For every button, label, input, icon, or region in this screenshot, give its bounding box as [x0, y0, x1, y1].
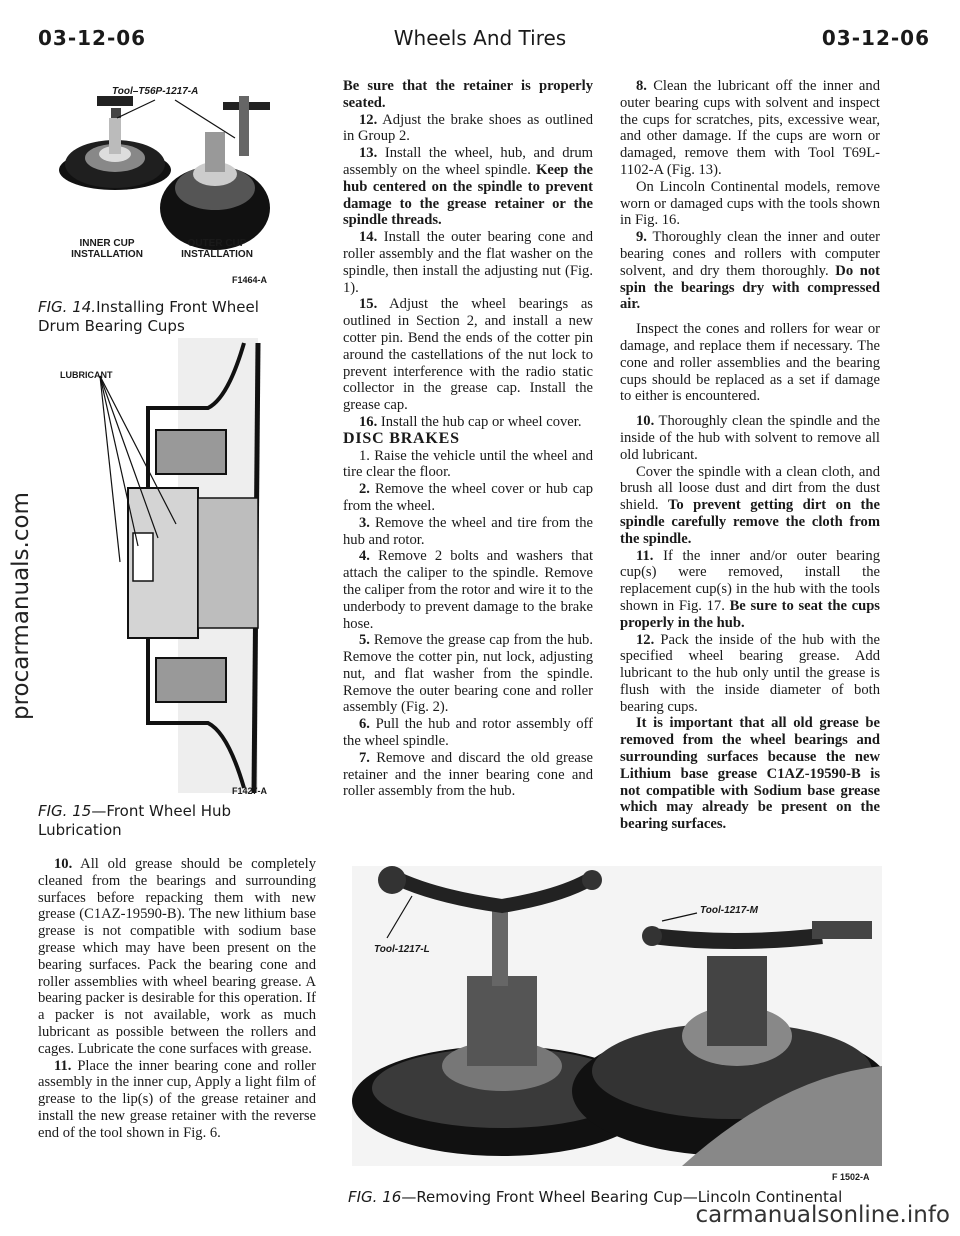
disc-step-7-text: Remove and discard the old grease retainer and the inner bearing cone and roller assembly from the hub. [343, 749, 593, 800]
cover-spindle-paragraph [620, 464, 880, 548]
step-11-text: Place the inner bearing cone and roller assembly in the inner cup, Apply a light film of grease to the lip(s) of the grease retainer and install the new grease retainer with the reverse end of the tool shown in Fig. 6. [38, 1057, 316, 1141]
disc-step-2-number: 2. [359, 481, 370, 498]
disc-step-5-paragraph [343, 632, 593, 716]
step-13-text: Install the wheel, hub, and drum assembly on the wheel spindle. [343, 145, 593, 178]
retainer-note: Be sure that the retainer is properly seated. [343, 78, 593, 111]
step-12-number: 12. [359, 111, 378, 128]
disc-step-5-text: Remove the grease cap from the hub. Remove the cotter pin, nut lock, adjusting nut, and flat washer from the spindle. Remove the outer bearing cone and roller assembly (Fig. 2). [343, 632, 593, 716]
fig14-right-label [172, 238, 262, 260]
step-11-number: 11. [54, 1057, 72, 1074]
disc-step-6-number: 6. [359, 716, 370, 733]
step-11-warning-col3: Be sure to seat the cups properly in the hub. [620, 597, 880, 631]
step-16-number: 16. [359, 413, 378, 430]
step-9-warning: Do not spin the bearings dry with compressed air. [620, 262, 880, 313]
fig15-drawing [58, 338, 268, 793]
section-heading-disc-brakes: DISC BRAKES [343, 429, 460, 447]
step-12-text: Adjust the brake shoes as outlined in Group 2. [343, 111, 593, 145]
step-11-text-col3: If the inner and/or outer bearing cup(s) were removed, install the replacement cup(s) in the hub with the tools shown in Fig. 17. [620, 547, 880, 614]
fig14-left-label-line2: INSTALLATION [71, 249, 143, 260]
step-15-number: 15. [359, 296, 378, 313]
step-11-paragraph-col3 [620, 548, 880, 632]
step-12-paragraph-col3 [620, 632, 880, 716]
fig16-illustration [352, 866, 882, 1166]
step-12-paragraph [343, 112, 593, 146]
column-3-text [620, 78, 880, 833]
disc-step-7-paragraph [343, 750, 593, 800]
disc-step-6-paragraph [343, 716, 593, 750]
step-10-number-col3: 10. [636, 413, 655, 430]
lincoln-note: On Lincoln Continental models, remove worn or damaged cups with the tools shown in Fig. 16. [620, 178, 880, 229]
step-11-number-col3: 11. [636, 547, 654, 564]
disc-step-3-number: 3. [359, 514, 370, 531]
step-16-paragraph [343, 414, 593, 431]
fig16-caption-number: FIG. 16 [348, 1188, 402, 1206]
fig15-code: F1427-A [232, 786, 268, 796]
fig14-left-label [62, 238, 152, 260]
fig14-left-label-line1: INNER CUP [79, 238, 135, 249]
fig15-lubricant-label: LUBRICANT [60, 370, 113, 380]
step-10-text: All old grease should be completely cleaned from the bearings and surrounding surfaces before repacking them with new grease (C1AZ-19590-B). The new lithium base grease is not compatible with sodium base grease which may have been present on the bearing surfaces. Pack the bearing cone and roller assemblies with wheel bearing grease. A bearing packer is desirable for this operation. If a packer is not available, work as much lubricant as possible between the rollers and cages. Lubricate the cone surfaces with grease. [38, 856, 316, 1057]
step-10-number: 10. [54, 856, 73, 872]
side-watermark: procarmanuals.com [8, 492, 34, 720]
step-8-paragraph [620, 78, 880, 179]
page-number-left: 03-12-06 [38, 26, 147, 50]
step-10-paragraph-col3 [620, 413, 880, 463]
disc-step-1-number: 1. [359, 447, 370, 464]
fig14-code: F1464-A [232, 275, 268, 285]
footer-watermark: carmanualsonline.info [695, 1202, 950, 1228]
fig15-caption [38, 802, 278, 840]
inspect-paragraph: Inspect the cones and rollers for wear or damage, and replace them if necessary. The cone and roller assemblies and the bearing cups should be replaced as a set if damage to either is encountered. [620, 321, 880, 405]
step-8-number: 8. [636, 78, 647, 94]
step-13-number: 13. [359, 145, 378, 162]
step-10-text-col3: Thoroughly clean the spindle and the inside of the hub with solvent to remove all old lubricant. [620, 413, 880, 463]
step-15-paragraph [343, 296, 593, 414]
step-12-text-col3: Pack the inside of the hub with the specified wheel bearing grease. Add lubricant to the hub only until the grease is flush with the inside diameter of both bearing cups. [620, 631, 880, 715]
step-13-warning: Keep the hub centered on the spindle to prevent damage to the grease retainer or the spindle threads. [343, 161, 593, 229]
fig16-tool-right-label: Tool-1217-M [700, 905, 758, 916]
disc-step-1-paragraph [343, 448, 593, 482]
step-16-text: Install the hub cap or wheel cover. [377, 413, 582, 430]
fig14-right-label-line2: INSTALLATION [181, 249, 253, 260]
step-9-paragraph [620, 229, 880, 313]
step-13-paragraph [343, 145, 593, 229]
fig14-caption [38, 298, 278, 336]
cover-spindle-text: Cover the spindle with a clean cloth, and brush all loose dust and dirt from the dust shield. [620, 463, 880, 514]
page-title: Wheels And Tires [393, 26, 567, 50]
fig14-tool-label: Tool–T56P-1217-A [112, 86, 199, 97]
step-14-paragraph [343, 229, 593, 296]
cover-spindle-warning: To prevent getting dirt on the spindle carefully remove the cloth from the spindle. [620, 497, 880, 547]
step-15-text: Adjust the wheel bearings as outlined in Section 2, and install a new cotter pin. Bend the ends of the cotter pin around the castellations of the nut lock to prevent interference with the radio static collector in the grease cap. Install the grease cap. [343, 296, 593, 414]
step-12-number-col3: 12. [636, 631, 655, 648]
disc-step-4-number: 4. [359, 548, 370, 565]
disc-step-4-paragraph [343, 548, 593, 632]
disc-step-6-text: Pull the hub and rotor assembly off the wheel spindle. [343, 716, 593, 750]
fig15-caption-text: —Front Wheel Hub Lubrication [38, 802, 232, 839]
fig14-caption-number: FIG. 14. [38, 298, 97, 316]
step-9-text: Thoroughly clean the inner and outer bearing cones and rollers with computer solvent, and dry them thoroughly. [620, 229, 880, 279]
fig15-caption-number: FIG. 15 [38, 802, 92, 820]
disc-step-3-text: Remove the wheel and tire from the hub and rotor. [343, 514, 593, 548]
step-10-paragraph [38, 856, 316, 1058]
fig16-tool-left-label: Tool-1217-L [374, 944, 430, 955]
fig15-illustration [58, 338, 268, 793]
disc-step-2-paragraph [343, 481, 593, 515]
important-note: It is important that all old grease be removed from the wheel bearings and surrounding surfaces because the new Lithium base grease C1AZ-19590-B is not compatible with Sodium base grease which may already be present on the bearing surfaces. [620, 715, 880, 833]
disc-step-2-text: Remove the wheel cover or hub cap from the wheel. [343, 481, 593, 514]
fig14-right-label-line1: OUTER CUP [187, 238, 247, 249]
disc-step-5-number: 5. [359, 632, 370, 649]
disc-step-7-number: 7. [359, 749, 370, 766]
fig16-caption-text: —Removing Front Wheel Bearing Cup—Lincoln Continental [401, 1188, 843, 1206]
step-14-text: Install the outer bearing cone and roller assembly and the flat washer on the spindle, then install the adjusting nut (Fig. 1). [343, 229, 593, 296]
column-2-text [343, 78, 593, 800]
fig16-drawing [352, 866, 882, 1166]
step-9-number: 9. [636, 229, 647, 246]
page-number-right: 03-12-06 [821, 26, 930, 50]
step-11-paragraph [38, 1058, 316, 1142]
step-14-number: 14. [359, 229, 378, 246]
fig14-caption-text: Installing Front Wheel Drum Bearing Cups [38, 298, 259, 335]
disc-step-3-paragraph [343, 515, 593, 549]
disc-step-4-text: Remove 2 bolts and washers that attach the caliper to the spindle. Remove the caliper from the rotor and wire it to the underbody to prevent damage to the brake hose. [343, 548, 593, 632]
disc-step-1-text: Raise the vehicle until the wheel and tire clear the floor. [343, 447, 593, 481]
step-8-text: Clean the lubricant off the inner and outer bearing cups with solvent and inspect the cups for scratches, pits, excessive wear, and other damage. If the cups are worn or damaged, remove them with Tool T69L-1102-A (Fig. 13). [620, 78, 880, 178]
column-1-text [38, 856, 316, 1142]
fig16-code: F 1502-A [832, 1172, 870, 1182]
